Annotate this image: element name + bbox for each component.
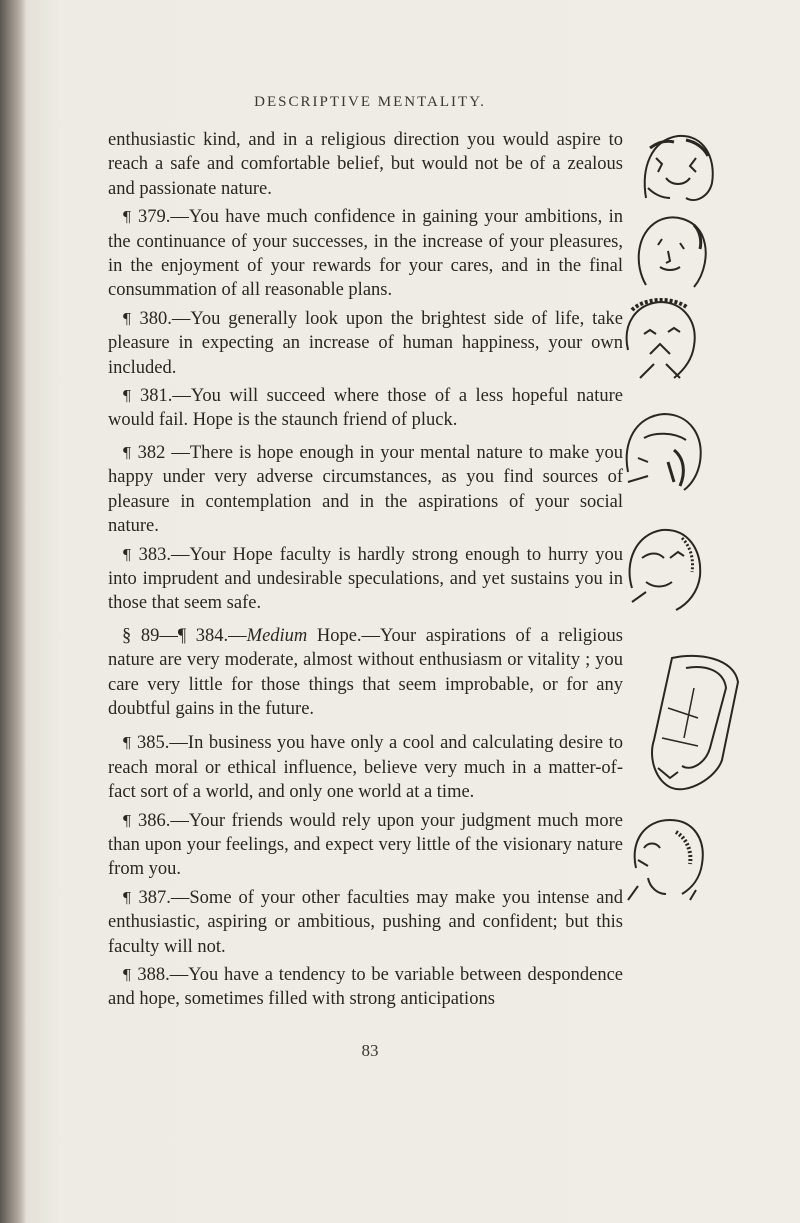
pilcrow-mark: ¶ [122, 208, 132, 227]
paragraph-text: 379.—You have much confidence in gaining your ambitions, in the continuance of your successes, in the increase of your pleasures, in the enjoyment of your rewards for your cares, and in the final consummation of all reasonable plans. [108, 207, 623, 301]
pilcrow-mark: ¶ [122, 545, 132, 564]
paragraph-384 [108, 624, 623, 722]
paragraph-text: 383.—Your Hope faculty is hardly strong enough to hurry you into imprudent and undesirable speculations, and yet sustains you in those that seem safe. [108, 544, 623, 614]
paragraph-385 [108, 731, 623, 804]
paragraph-381 [108, 384, 623, 433]
running-head: DESCRIPTIVE MENTALITY. [254, 94, 486, 110]
paragraph-text: 384.— [186, 625, 247, 646]
paragraph-text: 385.—In business you have only a cool and calculating desire to reach moral or ethical influence, believe very much in a matter-of-fact sort of a world, and only one world at a time. [108, 733, 623, 803]
paragraph-text: 387.—Some of your other faculties may make you intense and enthusiastic, aspiring or ambitious, pushing and confident; but this faculty will not. [108, 887, 623, 957]
paragraph-387 [108, 886, 623, 959]
paragraph-text: 386.—Your friends would rely upon your judgment much more than upon your feelings, and expect very little of the visionary nature from you. [108, 810, 623, 880]
paragraph-379 [108, 205, 623, 303]
paragraph-text: 388.—You have a tendency to be variable between despondence and hope, sometimes filled with strong anticipations [108, 965, 623, 1010]
head-illustration-3 [610, 290, 710, 390]
section-mark: § 89—¶ [122, 625, 187, 646]
paragraph-text: 382 —There is hope enough in your mental nature to make you happy under very adverse circumstances, as you find sources of pleasure in contemplation and in the aspirations of your social nature. [108, 442, 623, 537]
paragraph-text: 381.—You will succeed where those of a less hopeful nature would fail. Hope is the staunch friend of pluck. [108, 386, 623, 431]
pilcrow-mark: ¶ [122, 966, 132, 984]
pilcrow-mark: ¶ [122, 443, 132, 462]
skull-outline-illustration [638, 648, 748, 798]
pilcrow-mark: ¶ [122, 811, 132, 830]
head-illustration-4 [614, 402, 710, 498]
head-illustration-1 [636, 128, 720, 208]
pilcrow-mark: ¶ [122, 734, 132, 753]
paragraph-386 [108, 809, 623, 882]
head-illustration-2 [624, 205, 714, 295]
paragraph-388 [108, 963, 623, 1012]
paragraph-380 [108, 307, 623, 380]
medium-label: Medium [246, 625, 308, 646]
page-number: 83 [361, 1041, 379, 1060]
head-illustration-5 [616, 518, 708, 618]
paragraph-0 [108, 128, 623, 201]
book-spine-shadow [0, 0, 26, 1223]
pilcrow-mark: ¶ [122, 387, 132, 406]
paragraph-383 [108, 543, 623, 616]
head-illustration-6 [620, 808, 710, 904]
paragraph-text-rest: Hope.—Your aspirations of a religious nature are very moderate, almost without enthusiasm or vitality ; you care very little for those things that seem improbable, or for any doubtful gains in the future. [108, 625, 623, 719]
paragraph-text: 380.—You generally look upon the brightest side of life, take pleasure in expecting an increase of human happiness, your own included. [108, 308, 623, 378]
paragraph-text: enthusiastic kind, and in a religious direction you would aspire to reach a safe and comfortable belief, but would not be of a zealous and passionate nature. [108, 130, 623, 199]
pilcrow-mark: ¶ [122, 309, 132, 328]
paragraph-382 [108, 441, 623, 539]
body-text [108, 128, 623, 1012]
pilcrow-mark: ¶ [122, 888, 132, 907]
